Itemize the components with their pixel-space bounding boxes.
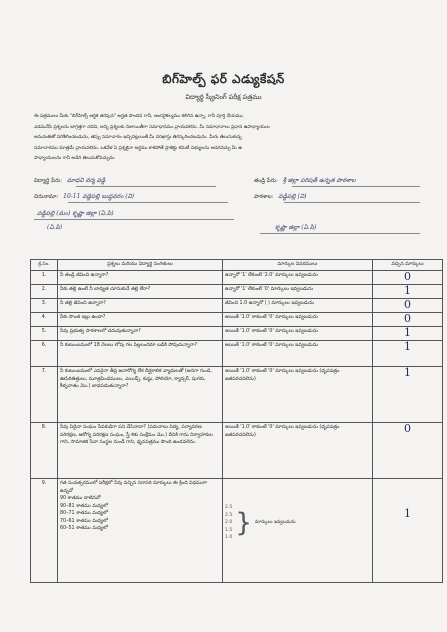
row-marks-cell [223,479,373,583]
row-number: 1. [31,271,58,285]
row-score-cell [373,341,443,367]
grade-point: 1.5 [225,527,233,533]
father-name-underline [292,186,420,187]
row-question: నీ తల్లి జీవించి ఉన్నారా? [58,299,223,313]
school-value: వడ్డిపల్లి (వి) [278,193,307,200]
row-number: 6. [31,341,58,367]
row-score-cell [373,271,443,285]
row-marks: అయితే '1.0' కాకుంటే '0' మార్కులు ఇవ్వబడును (ధృవపత్రం జతపరచవలెను) [223,423,373,479]
row-marks: ఉన్నారో '1' లేకుంటే '2.0' మార్కులు ఇవ్వబడును [223,271,373,285]
form-subtitle: విద్యార్థి స్క్రీనింగ్ పరీక్ష పత్రము [185,93,262,101]
student-name-underline [76,186,216,187]
col-serial-header: క్ర.సం. [31,260,58,271]
school-label: పాఠశాల [254,194,272,200]
district-field [44,224,62,232]
row-marks: ఉన్నారో '1' లేకుంటే '0' మార్కులు ఇవ్వబడును [223,285,373,299]
row-marks: జీవించి 1.0 ఉన్నారో ( ) మార్కులు ఇవ్వబడును [223,299,373,313]
school-underline [284,202,420,203]
table-row [31,327,443,341]
row-score-cell [373,285,443,299]
row-question: నీకు తల్లి ఉంటే నీ బాధ్యత చూసుకునే తల్లి లేరా? [58,285,223,299]
table-row [31,313,443,327]
row-number: 2. [31,285,58,299]
row-score: 1 [404,507,411,520]
row-question: నీ కుటుంబములో ఎవరైనా తీవ్ర అనారోగ్య లేక దీర్ఘకాలిక వ్యాధులతో (అనగా గుండె, ఊపిరితిత్తులు, మూత్రపిండములు, ఎయిడ్స్, కుష్ఠు, పోలియో, క్యాన్సర్, షుగరు, కీళ్ళవాతం మొ.) బాధపడుతున్నారా? [58,367,223,423]
row-marks: అయితే '1.0' కాకుంటే '0' మార్కులు ఇవ్వబడును (ధృవపత్రం జతపరచవలెను) [223,367,373,423]
row-question: నీ తండ్రి జీవించి ఉన్నారా? [58,271,223,285]
grade-points [225,504,232,542]
row-number: 8. [31,423,58,479]
brace-icon: } [235,507,252,538]
row-marks: అయితే '1.0' కాకుంటే '0' మార్కులు ఇవ్వబడును [223,341,373,367]
row-score-cell [373,313,443,327]
row-question: నీవు ప్రభుత్వ పాఠశాలలో చదువుతున్నావా? [58,327,223,341]
grade-point: 2.5 [225,505,233,510]
address-underline [68,202,228,203]
mandal-underline [34,219,234,220]
table-row [31,271,443,285]
row-score-cell [373,327,443,341]
row-score: 1 [404,284,411,297]
table-row [31,341,443,367]
table-row [31,479,443,583]
table-row [31,299,443,313]
row-number: 9. [31,479,58,583]
father-name-value: శ్రీ జిల్లా పరిషత్ ఉన్నత పాఠశాల [282,177,356,184]
state-value: కృష్ణా జిల్లా (ఏ.పి) [275,224,317,231]
father-name-label: తండ్రి పేరు [254,178,276,184]
row-number: 7. [31,367,58,423]
address-value: 10-11 వడ్డెపల్లి బుద్ధవరం (వి) [63,193,135,200]
row-score-cell [373,423,443,479]
row-score-cell [373,367,443,423]
mandal-field [34,210,114,218]
col-score-header: వచ్చిన మార్కులు [373,260,443,271]
table-header-row [31,260,443,271]
table-row [31,423,443,479]
row-question: నీ కుటుంబములో 18 నెలలు లోపు గల పిల్లలందరూ బడికి పోవుచున్నారా? [58,341,223,367]
row-score: 1 [404,340,411,353]
district-value: (ఏ.పి) [47,224,63,231]
row-score: 0 [404,270,411,283]
student-name-value: మాధవి వర్మ వడ్డి [66,177,106,184]
row-question: నీవు ఏదైనా సంఘం సేవకుడిగా పని చేసినావా? (పదునాలు విద్య, పర్యావరణ పరిరక్షణ, ఆరోగ్య పరిరక్షణ సంఘం, స్త్రీ శిశు సంక్షేమం మొ.) దీనికి గాను నిర్వాహకుల గాని, సామాజిక సేవా సంస్థల నుండీ గాని, ధృవపత్రము పొంది ఉండవలెను. [58,423,223,479]
row-question: నీకు సొంత ఇల్లు ఉందా? [58,313,223,327]
col-question-header: ప్రశ్నలు మరియు విద్యార్థి సంగతులు [58,260,223,271]
col-marks-header: మార్కుల వివరములు [223,260,373,271]
state-underline [260,233,420,234]
row-score: 0 [404,312,411,325]
row-marks: మార్కులు ఇవ్వబడును [254,520,296,525]
table-row [31,285,443,299]
row-score: 0 [404,422,411,435]
state-field [272,224,316,232]
row-score: 1 [404,326,411,339]
table-row [31,367,443,423]
grade-point: 2.0 [225,520,233,525]
address-field: చిరునామా: 10-11 వడ్డెపల్లి బుద్ధవరం (వి) [34,193,135,200]
row-question: గత సంవత్సరములో పరీక్షలో నీవు వచ్చిన సరాసరి మార్కులు ఈ క్రింది విధముగా ఉన్నవో 90 శాతము దాటినచో 90–81 శాతము మధ్యలో 80–71 శాతము మధ్యలో 70–61 శాతము మధ్యలో 60–51 శాతము మధ్యలో [58,479,223,583]
row-number: 3. [31,299,58,313]
row-marks: అయితే '1.0' కాకుంటే '0' మార్కులు ఇవ్వబడును [223,327,373,341]
instructions-paragraph: ఈ పత్రములు మీకు "బిగ్‌హెల్ప్ ఆర్థిక తరఫున" అర్హత పొందిన గానీ, అంగవైకల్యము కలిగిన ఉన్నా, గానీ పూర్తి దేయము, ఎడమవేసి ప్రశ్నలను జాగ్రత్తగా చదివి, అన్ని ప్రశ్నలకు నిజాయితీగా సమాధానము వ్రాయవలెను. మీ సమాధానాలు ప్రధాన ఉపాధ్యాయుల అనుమతితో పరిశీలించబడును, తప్పు సమాచారం ఇచ్చినట్లయితే మీ దరఖాస్తు తిరస్కరించబడును. మీరు తెలుసుకున్న సమాచారము మాత్రమే వ్రాయవలెను. ఒకవేళ ఏ ప్రశ్నకైనా అర్థము కాకపోతే ప్రాజెక్టు కమిటీ సభ్యులను అడగవచ్చు మీ ఉ పాధ్యాయులను గానీ అడిగి తెలుసుకోవచ్చును. [34,114,270,162]
row-marks: అయితే '1.0' కాకుంటే '0' మార్కులు ఇవ్వబడును [223,313,373,327]
student-name-field: విద్యార్థి పేరు: మాధవి వర్మ వడ్డి [34,177,106,184]
form-title: బిగ్‌హెల్ప్ ఫర్ ఎడ్యుకేషన్ [162,72,285,86]
address-label: చిరునామా [34,194,57,200]
row-score: 1 [404,366,411,379]
row-number: 5. [31,327,58,341]
grade-point: 1.0 [225,535,233,540]
screening-table [30,259,443,583]
grade-scale [225,504,370,542]
row-number: 4. [31,313,58,327]
grade-point: 2.5 [225,512,233,518]
school-field: పాఠశాల: వడ్డిపల్లి (వి) [254,193,307,200]
row-score-cell [373,299,443,313]
student-name-label: విద్యార్థి పేరు [34,178,61,184]
row-score-cell [373,479,443,583]
father-name-field: తండ్రి పేరు: శ్రీ జిల్లా పరిషత్ ఉన్నత పాఠశాల [254,177,356,184]
row-score: 0 [404,298,411,311]
mandal-value: వడ్డిపల్లి (మం) కృష్ణా జిల్లా (ఏ.పి) [37,210,114,217]
